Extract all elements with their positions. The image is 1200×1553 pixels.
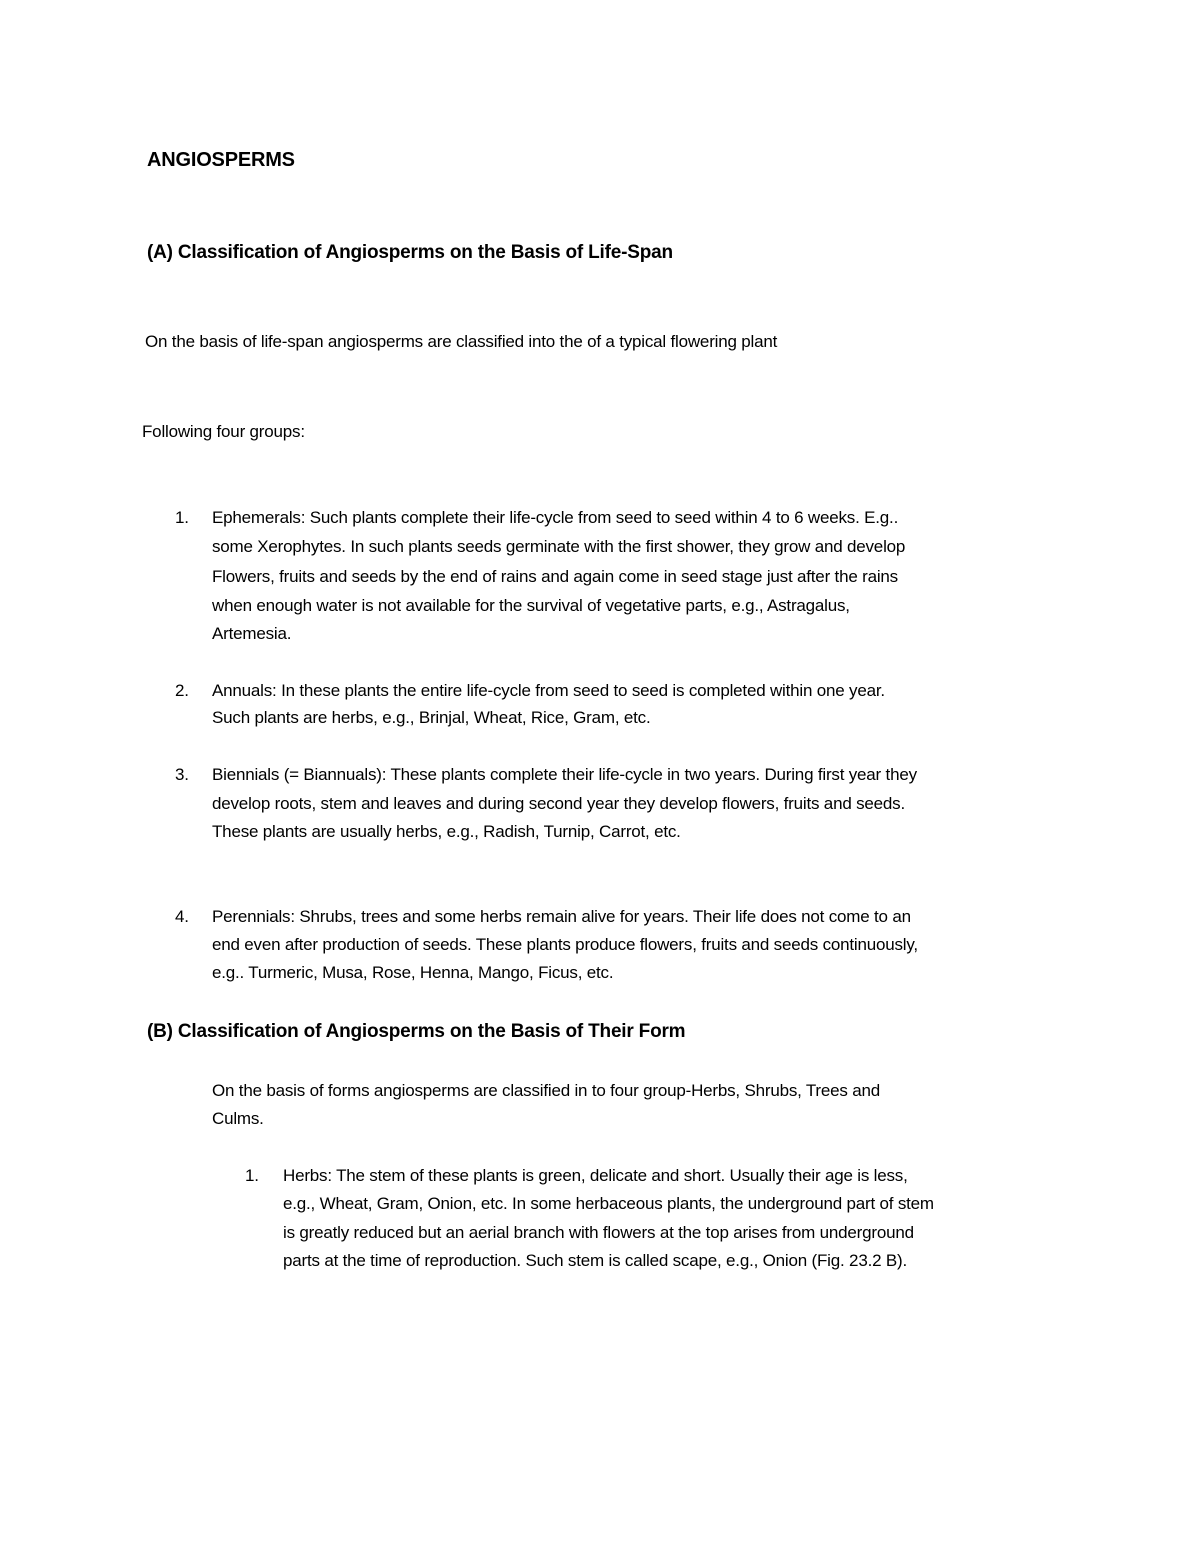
list-item-line: end even after production of seeds. These plants produce flowers, fruits and seeds continuously, <box>212 935 918 954</box>
section-a-heading: (A) Classification of Angiosperms on the Basis of Life-Span <box>147 242 673 263</box>
list-number: 4. <box>175 907 189 926</box>
list-item-line: Herbs: The stem of these plants is green, delicate and short. Usually their age is less, <box>283 1166 908 1185</box>
list-number: 2. <box>175 681 189 700</box>
list-item-line: e.g., Wheat, Gram, Onion, etc. In some herbaceous plants, the underground part of stem <box>283 1194 934 1213</box>
list-item-line: Such plants are herbs, e.g., Brinjal, Wheat, Rice, Gram, etc. <box>212 708 651 727</box>
section-b-heading: (B) Classification of Angiosperms on the Basis of Their Form <box>147 1021 686 1042</box>
list-item-line: Ephemerals: Such plants complete their life-cycle from seed to seed within 4 to 6 weeks. E.g.. <box>212 508 899 527</box>
list-item-line: Annuals: In these plants the entire life-cycle from seed to seed is completed within one year. <box>212 681 885 700</box>
list-item-line: develop roots, stem and leaves and during second year they develop flowers, fruits and seeds. <box>212 794 905 813</box>
list-item-line: Flowers, fruits and seeds by the end of rains and again come in seed stage just after the rains <box>212 567 898 586</box>
section-a-lead: Following four groups: <box>142 422 305 441</box>
list-item-line: These plants are usually herbs, e.g., Radish, Turnip, Carrot, etc. <box>212 822 681 841</box>
list-item-line: is greatly reduced but an aerial branch with flowers at the top arises from underground <box>283 1223 914 1242</box>
list-item-line: when enough water is not available for the survival of vegetative parts, e.g., Astragalus, <box>212 596 850 615</box>
list-number: 3. <box>175 765 189 784</box>
list-number: 1. <box>245 1166 259 1185</box>
document-title: ANGIOSPERMS <box>147 149 295 171</box>
list-item-line: Biennials (= Biannuals): These plants complete their life-cycle in two years. During first year they <box>212 765 917 784</box>
section-b-intro-line: On the basis of forms angiosperms are classified in to four group-Herbs, Shrubs, Trees and <box>212 1081 880 1100</box>
section-a-intro: On the basis of life-span angiosperms are classified into the of a typical flowering plant <box>145 332 778 351</box>
list-item-line: some Xerophytes. In such plants seeds germinate with the first shower, they grow and develop <box>212 537 906 556</box>
list-item-line: e.g.. Turmeric, Musa, Rose, Henna, Mango, Ficus, etc. <box>212 963 614 982</box>
list-item-line: Artemesia. <box>212 624 292 643</box>
list-number: 1. <box>175 508 189 527</box>
section-b-intro-line: Culms. <box>212 1109 264 1128</box>
list-item-line: Perennials: Shrubs, trees and some herbs remain alive for years. Their life does not come to an <box>212 907 911 926</box>
list-item-line: parts at the time of reproduction. Such stem is called scape, e.g., Onion (Fig. 23.2 B). <box>283 1251 907 1270</box>
